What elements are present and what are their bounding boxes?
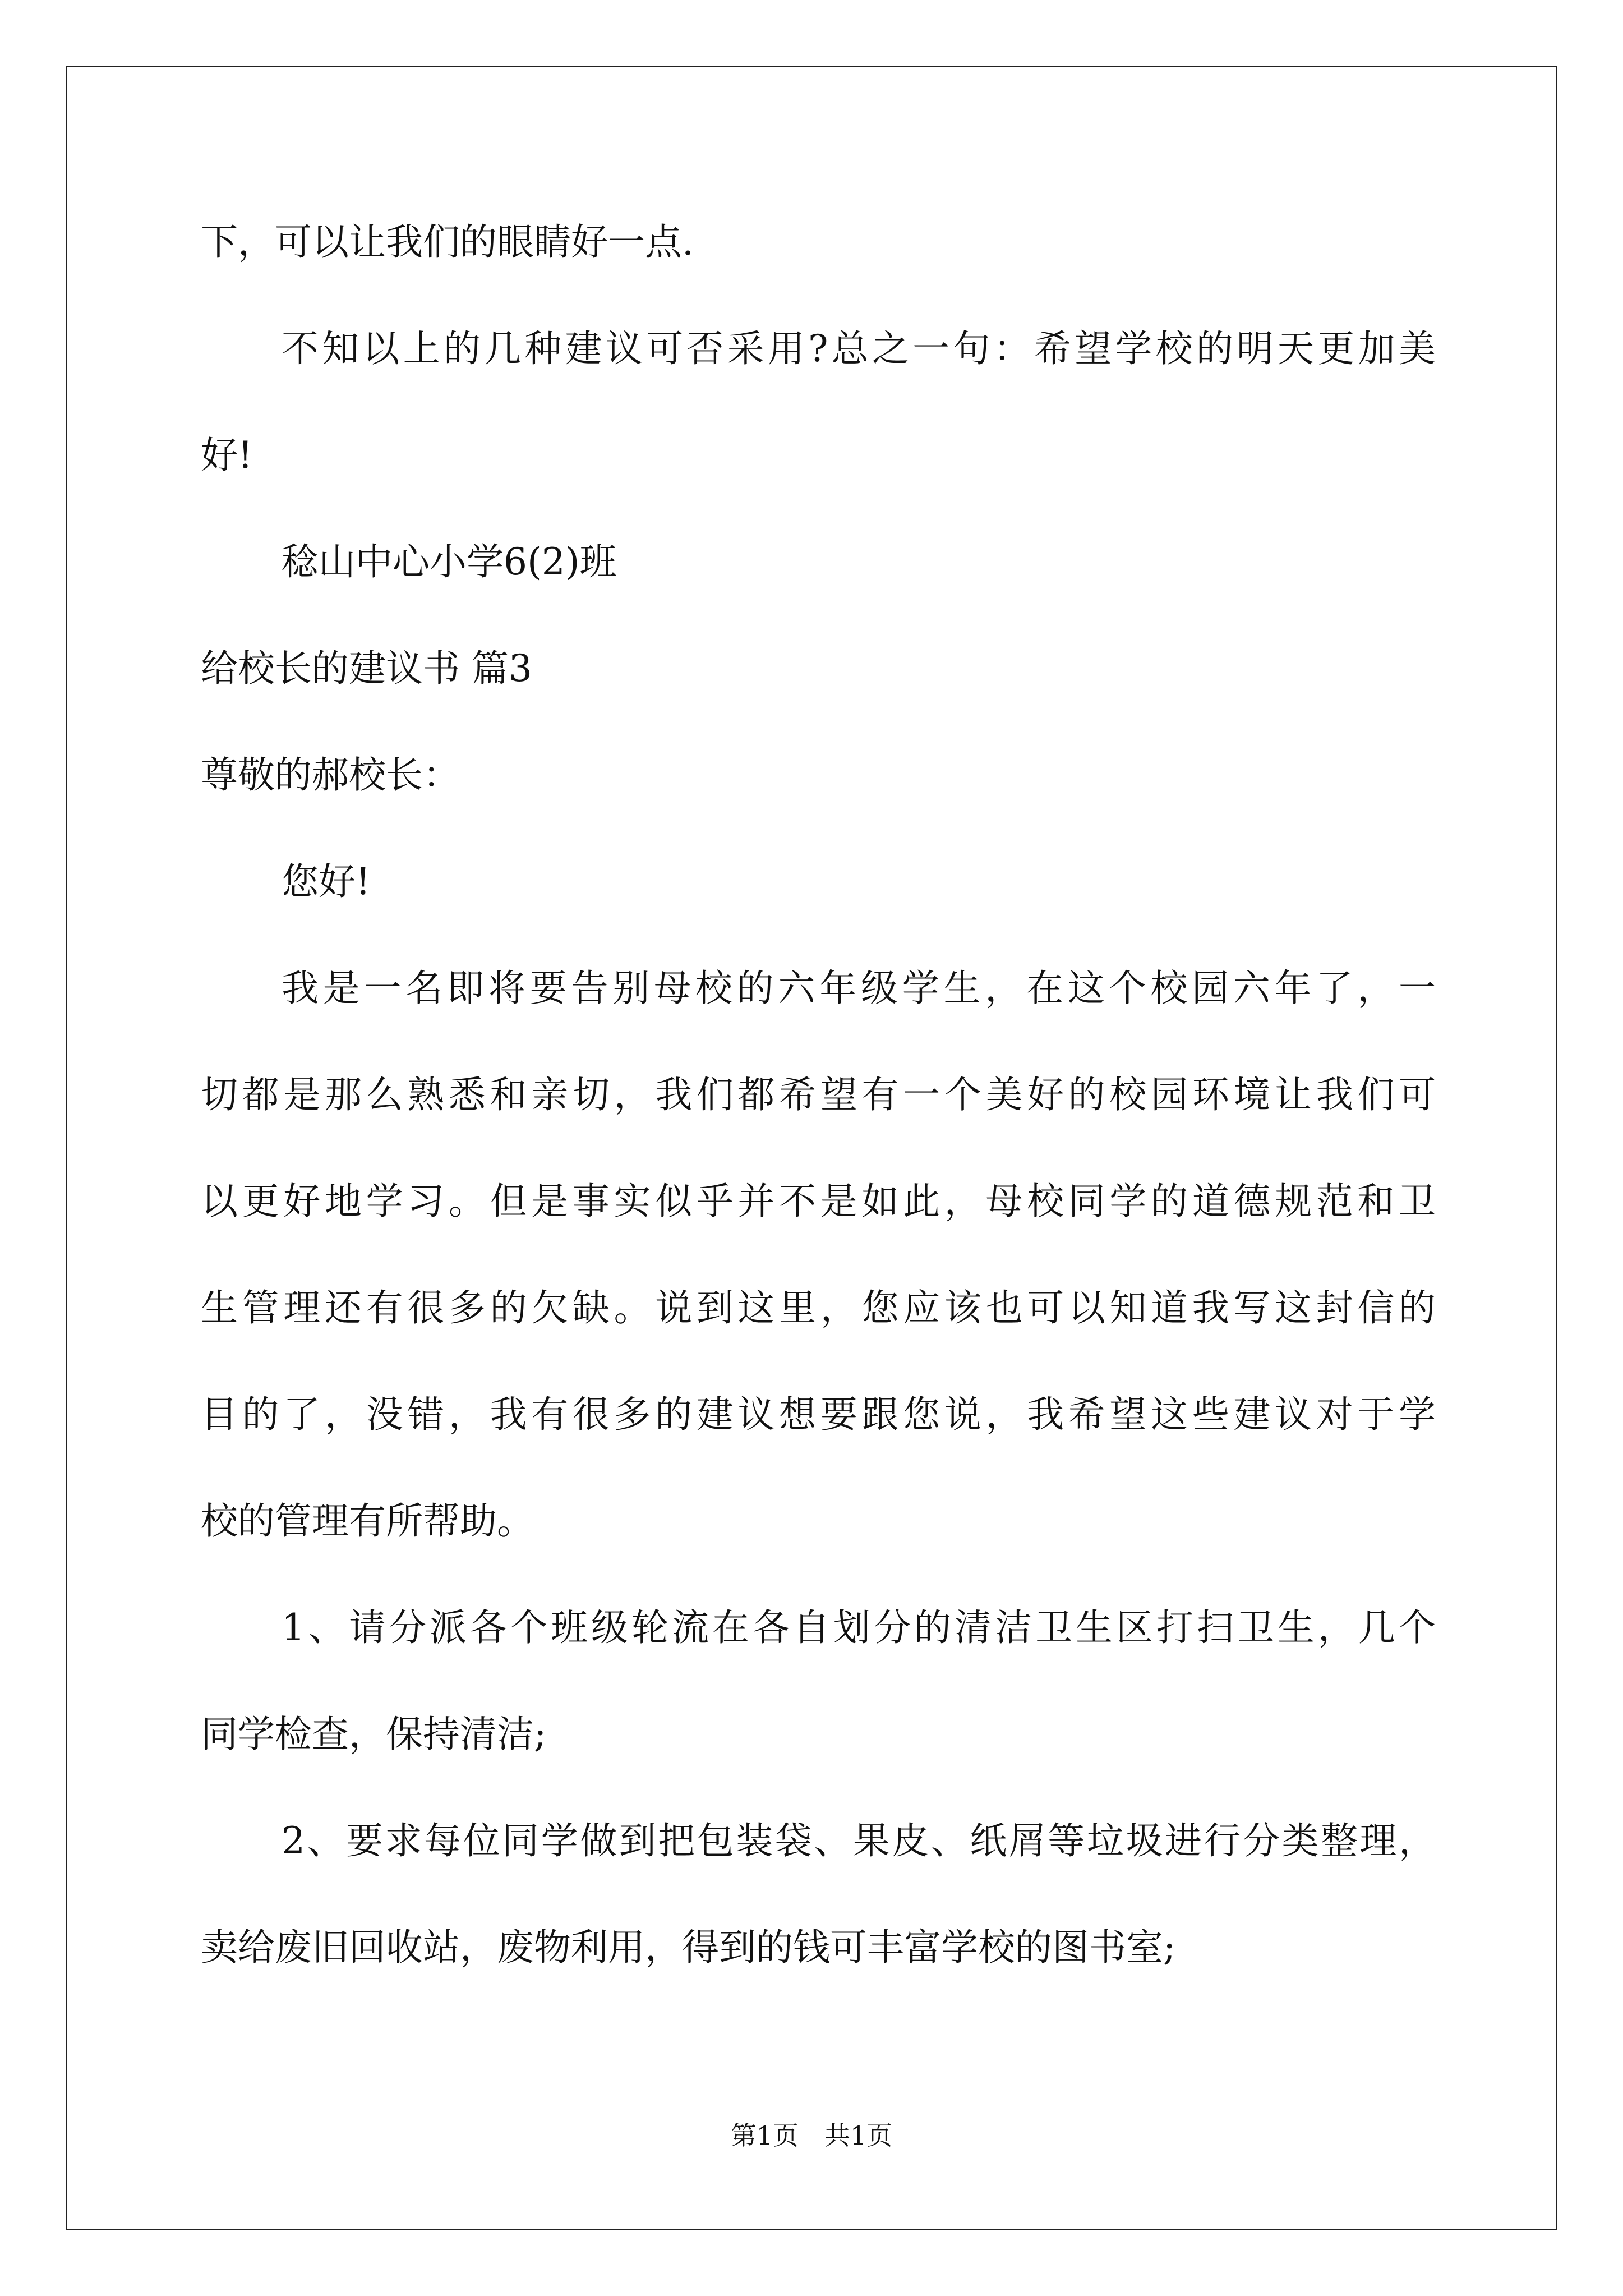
- list-item-2: 2、要求每位同学做到把包装袋、果皮、纸屑等垃圾进行分类整理，: [282, 1819, 1436, 1862]
- text-line: 卖给废旧回收站，废物利用，得到的钱可丰富学校的图书室;: [201, 1926, 1176, 1969]
- page-total: 共1页: [824, 2120, 893, 2151]
- text-line: 生管理还有很多的欠缺。说到这里，您应该也可以知道我写这封信的: [201, 1286, 1436, 1329]
- school-class-line: 稔山中心小学6(2)班: [282, 540, 617, 583]
- text-line: 切都是那么熟悉和亲切，我们都希望有一个美好的校园环境让我们可: [201, 1073, 1436, 1116]
- text-line: 下，可以让我们的眼睛好一点.: [201, 220, 694, 264]
- text-line: 好!: [201, 434, 253, 477]
- text-line: 以更好地学习。但是事实似乎并不是如此，母校同学的道德规范和卫: [201, 1180, 1436, 1223]
- text-line: 我是一名即将要告别母校的六年级学生，在这个校园六年了，一: [282, 967, 1436, 1010]
- text-line: 校的管理有所帮助。: [201, 1499, 534, 1543]
- text-line: 不知以上的几种建议可否采用?总之一句：希望学校的明天更加美: [282, 327, 1436, 370]
- page-footer: [0, 2119, 1623, 2152]
- greeting: 您好!: [282, 860, 371, 903]
- text-line: 同学检查，保持清洁;: [201, 1713, 547, 1756]
- list-item-1: 1、请分派各个班级轮流在各自划分的清洁卫生区打扫卫生，几个: [282, 1606, 1436, 1649]
- section-heading: 给校长的建议书 篇3: [201, 647, 532, 690]
- salutation: 尊敬的郝校长：: [201, 753, 460, 797]
- page-border: [66, 66, 1557, 2230]
- text-line: 目的了，没错，我有很多的建议想要跟您说，我希望这些建议对于学: [201, 1393, 1436, 1436]
- page-number: 第1页: [730, 2120, 799, 2151]
